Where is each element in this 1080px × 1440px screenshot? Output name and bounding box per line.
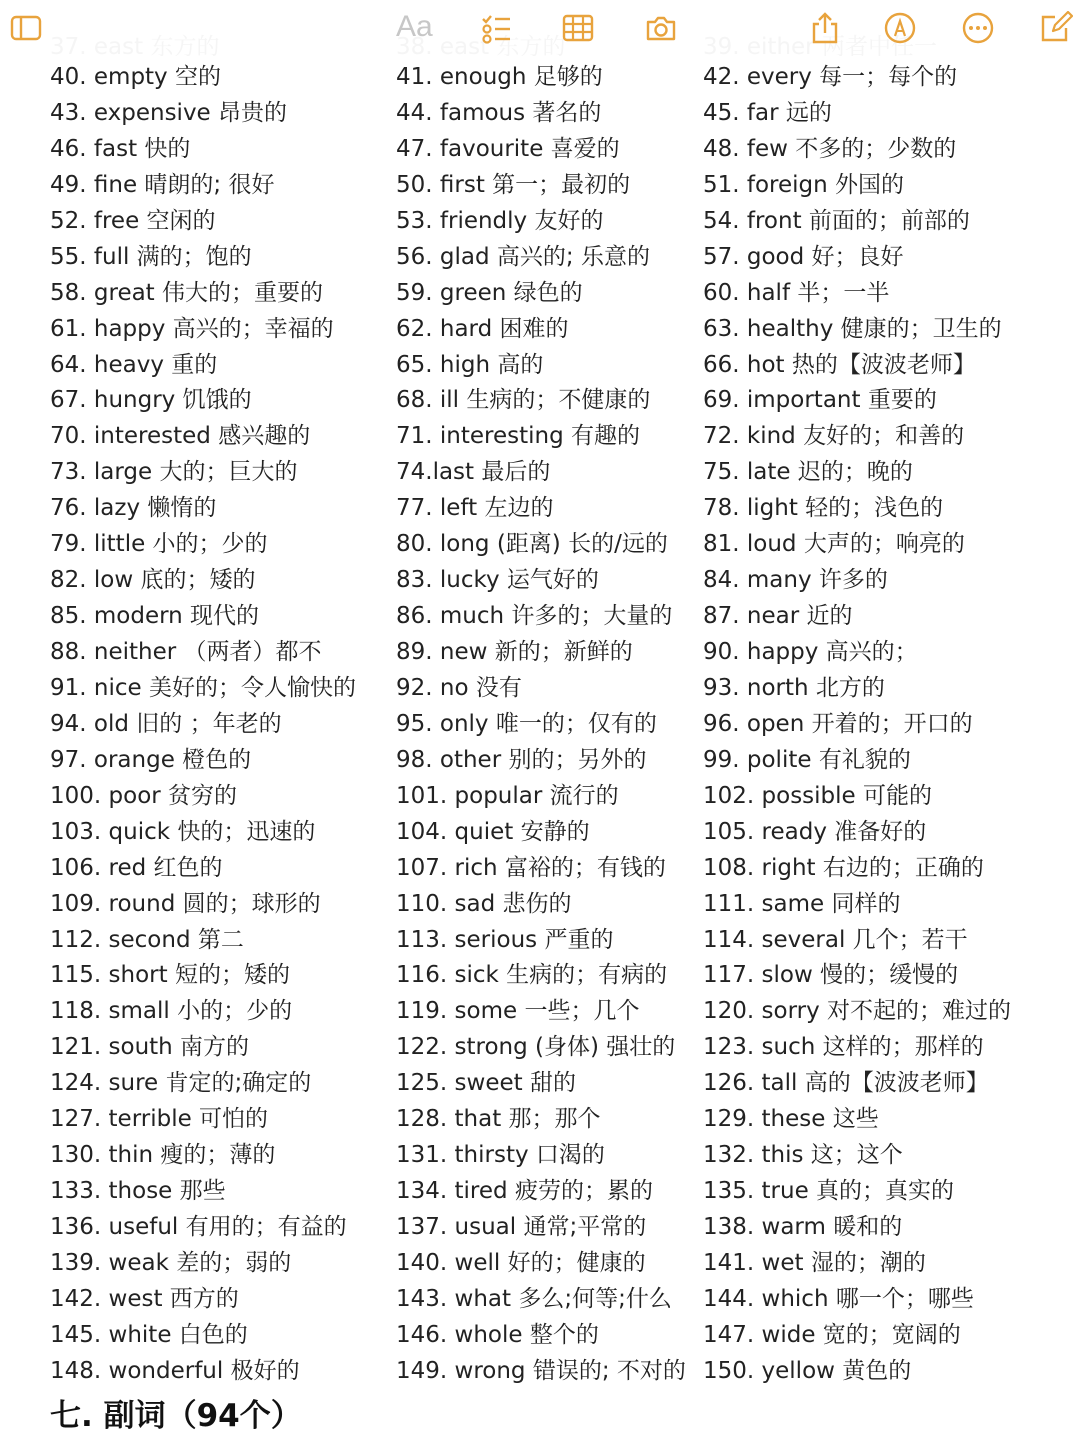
word-row (0, 276, 1080, 312)
word-entry: 50. first 第一；最初的 (396, 171, 631, 198)
camera-button[interactable] (641, 8, 681, 48)
format-text-button[interactable]: Aa (396, 10, 433, 43)
word-entry: 84. many 许多的 (703, 567, 888, 594)
table-button[interactable] (558, 8, 598, 48)
word-entry: 144. which 哪一个；哪些 (703, 1285, 974, 1312)
word-entry: 113. serious 严重的 (396, 926, 614, 953)
word-entry: 134. tired 疲劳的；累的 (396, 1178, 653, 1205)
word-row (0, 1318, 1080, 1354)
word-entry: 128. that 那；那个 (396, 1106, 601, 1133)
word-entry: 149. wrong 错误的; 不对的 (396, 1357, 686, 1384)
word-row (0, 527, 1080, 563)
word-row (0, 994, 1080, 1030)
word-entry: 95. only 唯一的；仅有的 (396, 710, 657, 737)
word-row (0, 312, 1080, 348)
word-entry: 43. expensive 昂贵的 (50, 99, 288, 126)
word-entry: 103. quick 快的；迅速的 (50, 818, 316, 845)
word-entry: 56. glad 高兴的; 乐意的 (396, 243, 650, 270)
word-row (0, 1210, 1080, 1246)
camera-icon (644, 11, 678, 45)
word-entry: 117. slow 慢的；缓慢的 (703, 962, 959, 989)
word-entry: 116. sick 生病的；有病的 (396, 962, 668, 989)
word-entry: 86. much 许多的；大量的 (396, 603, 673, 630)
word-entry: 145. white 白色的 (50, 1321, 248, 1348)
word-entry: 146. whole 整个的 (396, 1321, 599, 1348)
word-row (0, 923, 1080, 959)
word-row (0, 707, 1080, 743)
word-entry: 97. orange 橙色的 (50, 746, 252, 773)
word-entry: 78. light 轻的；浅色的 (703, 495, 944, 522)
notes-toolbar (0, 0, 1080, 56)
word-entry: 111. same 同样的 (703, 890, 901, 917)
word-row (0, 204, 1080, 240)
word-entry: 87. near 近的 (703, 603, 853, 630)
compose-button[interactable] (1036, 8, 1076, 48)
section-heading-adverbs: 七. 副词（94个） (50, 1398, 302, 1434)
word-entry: 136. useful 有用的；有益的 (50, 1214, 347, 1240)
word-entry: 81. loud 大声的；响亮的 (703, 531, 965, 558)
word-entry: 40. empty 空的 (50, 64, 221, 90)
word-entry: 148. wonderful 极好的 (50, 1357, 300, 1384)
word-row (0, 168, 1080, 204)
word-row (0, 132, 1080, 168)
word-entry: 69. important 重要的 (703, 387, 937, 414)
word-row (0, 1138, 1080, 1174)
word-entry: 70. interested 感兴趣的 (50, 423, 311, 450)
word-row (0, 815, 1080, 851)
word-row (0, 348, 1080, 384)
word-entry: 90. happy 高兴的； (703, 639, 918, 665)
sidebar-icon (9, 11, 43, 45)
word-entry: 129. these 这些 (703, 1106, 879, 1133)
word-entry: 104. quiet 安静的 (396, 818, 590, 845)
word-row (0, 1246, 1080, 1282)
word-entry: 119. some 一些；几个 (396, 998, 640, 1025)
word-entry: 141. wet 湿的；潮的 (703, 1249, 926, 1276)
word-entry: 112. second 第二 (50, 926, 244, 953)
word-row (0, 1282, 1080, 1318)
word-row (0, 383, 1080, 419)
word-entry: 61. happy 高兴的；幸福的 (50, 315, 334, 342)
word-entry: 137. usual 通常;平常的 (396, 1214, 647, 1240)
word-entry: 79. little 小的；少的 (50, 531, 268, 558)
word-entry: 65. high 高的 (396, 351, 544, 378)
word-row (0, 563, 1080, 599)
word-row (0, 1066, 1080, 1102)
word-entry: 46. fast 快的 (50, 135, 191, 162)
word-entry: 83. lucky 运气好的 (396, 567, 599, 594)
word-row (0, 96, 1080, 132)
markup-icon (883, 11, 917, 45)
word-entry: 96. open 开着的；开口的 (703, 710, 973, 737)
word-entry: 142. west 西方的 (50, 1285, 239, 1312)
word-row (0, 958, 1080, 994)
word-entry: 80. long (距离) 长的/远的 (396, 531, 668, 558)
word-entry: 89. new 新的；新鲜的 (396, 639, 633, 665)
word-entry: 107. rich 富裕的；有钱的 (396, 854, 666, 881)
word-entry: 76. lazy 懒惰的 (50, 495, 217, 522)
word-entry: 108. right 右边的；正确的 (703, 854, 984, 881)
word-row (0, 455, 1080, 491)
word-row (0, 851, 1080, 887)
word-row (0, 60, 1080, 96)
word-entry: 91. nice 美好的；令人愉快的 (50, 674, 356, 701)
word-entry: 71. interesting 有趣的 (396, 423, 641, 450)
word-entry: 63. healthy 健康的；卫生的 (703, 315, 1002, 342)
word-entry: 82. low 底的；矮的 (50, 567, 256, 594)
word-entry: 75. late 迟的；晚的 (703, 459, 913, 486)
word-entry: 57. good 好；良好 (703, 243, 904, 270)
checklist-icon (479, 11, 513, 45)
compose-icon (1039, 11, 1073, 45)
word-entry: 68. ill 生病的；不健康的 (396, 387, 651, 414)
adjective-word-list (0, 60, 1080, 1390)
more-options-button[interactable] (958, 8, 998, 48)
word-entry: 77. left 左边的 (396, 495, 554, 522)
checklist-button[interactable] (476, 8, 516, 48)
word-row (0, 887, 1080, 923)
word-entry: 44. famous 著名的 (396, 99, 602, 126)
word-entry: 115. short 短的；矮的 (50, 962, 290, 989)
word-entry: 99. polite 有礼貌的 (703, 746, 911, 773)
word-entry: 138. warm 暖和的 (703, 1214, 903, 1240)
word-entry: 105. ready 准备好的 (703, 818, 927, 845)
markup-button[interactable] (880, 8, 920, 48)
word-entry: 98. other 别的；另外的 (396, 746, 647, 773)
word-entry: 147. wide 宽的；宽阔的 (703, 1321, 961, 1348)
word-entry: 121. south 南方的 (50, 1034, 250, 1061)
word-entry: 49. fine 晴朗的; 很好 (50, 171, 275, 198)
word-entry: 52. free 空闲的 (50, 207, 216, 234)
word-entry: 54. front 前面的；前部的 (703, 207, 970, 234)
word-entry: 101. popular 流行的 (396, 782, 619, 809)
word-entry: 48. few 不多的；少数的 (703, 135, 957, 162)
word-row (0, 1354, 1080, 1390)
word-entry: 120. sorry 对不起的；难过的 (703, 998, 1012, 1025)
word-row (0, 240, 1080, 276)
word-entry: 123. such 这样的；那样的 (703, 1034, 984, 1061)
word-entry: 72. kind 友好的；和善的 (703, 423, 965, 450)
word-row (0, 599, 1080, 635)
more-icon (961, 11, 995, 45)
word-entry: 127. terrible 可怕的 (50, 1106, 269, 1133)
word-entry: 143. what 多么;何等;什么 (396, 1285, 672, 1312)
word-entry: 94. old 旧的 ；年老的 (50, 710, 282, 737)
word-row (0, 419, 1080, 455)
word-entry: 109. round 圆的；球形的 (50, 890, 321, 917)
word-row (0, 1102, 1080, 1138)
word-entry: 92. no 没有 (396, 674, 522, 701)
word-row (0, 779, 1080, 815)
share-icon (808, 11, 842, 45)
word-entry: 124. sure 肯定的;确定的 (50, 1070, 312, 1097)
word-row (0, 1030, 1080, 1066)
word-entry: 66. hot 热的【波波老师】 (703, 351, 976, 378)
word-row (0, 635, 1080, 671)
word-entry: 131. thirsty 口渴的 (396, 1142, 605, 1169)
word-entry: 93. north 北方的 (703, 674, 885, 701)
word-entry: 114. several 几个；若干 (703, 926, 968, 953)
word-entry: 41. enough 足够的 (396, 64, 603, 90)
word-entry: 58. great 伟大的；重要的 (50, 279, 324, 306)
word-entry: 150. yellow 黄色的 (703, 1357, 912, 1384)
sidebar-button[interactable] (6, 8, 46, 48)
word-entry: 110. sad 悲伤的 (396, 890, 572, 917)
word-entry: 85. modern 现代的 (50, 603, 260, 630)
word-entry: 126. tall 高的【波波老师】 (703, 1070, 989, 1097)
word-entry: 45. far 远的 (703, 99, 832, 126)
word-entry: 59. green 绿色的 (396, 279, 583, 306)
word-entry: 47. favourite 喜爱的 (396, 135, 620, 162)
word-entry: 53. friendly 友好的 (396, 207, 604, 234)
table-icon (561, 11, 595, 45)
word-entry: 122. strong (身体) 强壮的 (396, 1034, 676, 1061)
word-entry: 125. sweet 甜的 (396, 1070, 576, 1097)
word-entry: 73. large 大的；巨大的 (50, 459, 298, 486)
share-button[interactable] (805, 8, 845, 48)
word-entry: 100. poor 贫穷的 (50, 782, 238, 809)
word-entry: 135. true 真的；真实的 (703, 1178, 955, 1205)
word-entry: 62. hard 困难的 (396, 315, 569, 342)
word-entry: 60. half 半；一半 (703, 279, 890, 306)
word-entry: 133. those 那些 (50, 1178, 226, 1205)
word-entry: 102. possible 可能的 (703, 782, 933, 809)
word-row (0, 743, 1080, 779)
word-entry: 67. hungry 饥饿的 (50, 387, 252, 414)
word-entry: 51. foreign 外国的 (703, 171, 905, 198)
word-row (0, 671, 1080, 707)
word-entry: 132. this 这；这个 (703, 1142, 903, 1169)
word-entry: 74.last 最后的 (396, 459, 551, 486)
word-entry: 118. small 小的；少的 (50, 998, 293, 1025)
word-entry: 139. weak 差的；弱的 (50, 1249, 292, 1276)
word-row (0, 491, 1080, 527)
word-entry: 130. thin 瘦的；薄的 (50, 1142, 276, 1169)
word-entry: 88. neither （两者）都不 (50, 639, 322, 665)
word-entry: 42. every 每一；每个的 (703, 64, 958, 90)
word-row (0, 1174, 1080, 1210)
word-entry: 64. heavy 重的 (50, 351, 218, 378)
word-entry: 106. red 红色的 (50, 854, 223, 881)
word-entry: 55. full 满的；饱的 (50, 243, 252, 270)
word-entry: 140. well 好的；健康的 (396, 1249, 646, 1276)
